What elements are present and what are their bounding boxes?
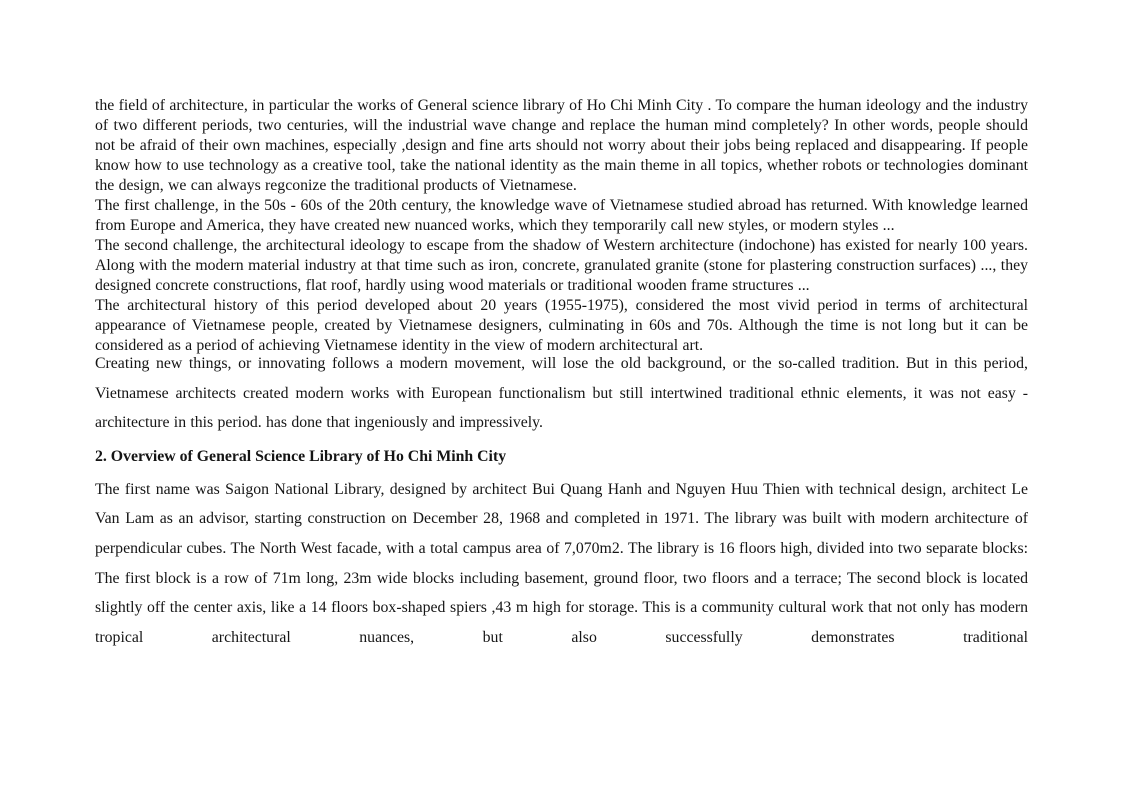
paragraph-intro-architecture: the field of architecture, in particular the works of General science library of Ho Chi Minh City . To compare the human ideology and the industry of two different periods, two centuries, will the industrial wave change and replace the human mind completely? In other words, people should not be afraid of their own machines, especially ,design and fine arts should not worry about their jobs being replaced and disappearing. If people know how to use technology as a creative tool, take the national identity as the main theme in all topics, whether robots or technologies dominant the design, we can always regconize the traditional products of Vietnamese. [95,97,1028,194]
page-text-block [95,96,1028,652]
paragraph-second-challenge: The second challenge, the architectural ideology to escape from the shadow of Western architecture (indochone) has existed for nearly 100 years. Along with the modern material industry at that time such as iron, concrete, granulated granite (stone for plastering construction surfaces) ..., they designed concrete constructions, flat roof, hardly using wood materials or traditional wooden frame structures ... [95,237,1028,294]
paragraph-library-overview: The first name was Saigon National Library, designed by architect Bui Quang Hanh and Nguyen Huu Thien with technical design, architect Le Van Lam as an advisor, starting construction on December 28, 1968 and completed in 1971. The library was built with modern architecture of perpendicular cubes. The North West facade, with a total campus area of 7,070m2. The library is 16 floors high, divided into two separate blocks: The first block is a row of 71m long, 23m wide blocks including basement, ground floor, two floors and a terrace; The second block is located slightly off the center axis, like a 14 floors box-shaped spiers ,43 m high for storage. This is a community cultural work that not only has modern tropical architectural nuances, but also successfully demonstrates traditional [95,480,1028,646]
heading-section-2-overview: 2. Overview of General Science Library of Ho Chi Minh City [95,447,507,465]
paragraph-architectural-history: The architectural history of this period developed about 20 years (1955-1975), considered the most vivid period in terms of architectural appearance of Vietnamese people, created by Vietnamese designers, culminating in 60s and 70s. Although the time is not long but it can be considered as a period of achieving Vietnamese identity in the view of modern architectural art. [95,297,1028,354]
paragraph-first-challenge: The first challenge, in the 50s - 60s of the 20th century, the knowledge wave of Vietnamese studied abroad has returned. With knowledge learned from Europe and America, they have created new nuanced works, which they temporarily call new styles, or modern styles ... [95,197,1028,234]
paragraph-creating-new-things: Creating new things, or innovating follows a modern movement, will lose the old background, or the so-called tradition. But in this period, Vietnamese architects created modern works with European functionalism but still intertwined traditional ethnic elements, it was not easy - architecture in this period. has done that ingeniously and impressively. [95,355,1028,432]
